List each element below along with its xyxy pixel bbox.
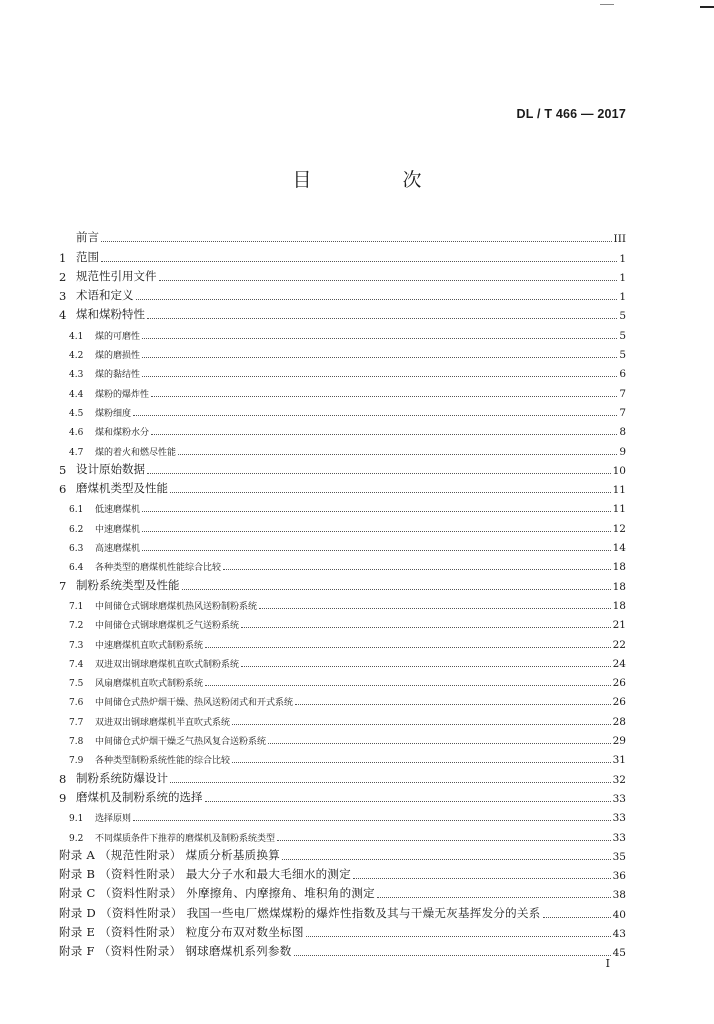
toc-entry-number: 9 (59, 790, 67, 805)
toc-entry-page: 12 (612, 522, 626, 535)
toc-dot-leader (142, 338, 617, 339)
toc-entry-label: 煤和煤粉特性 (76, 307, 145, 322)
toc-entry[interactable] (59, 419, 626, 438)
toc-dot-leader (142, 357, 617, 358)
standard-code: DL / T 466 — 2017 (516, 107, 626, 121)
toc-entry-number: 6.2 (69, 524, 84, 535)
toc-entry-label: 附录 C （资料性附录） 外摩擦角、内摩擦角、堆积角的测定 (59, 886, 375, 901)
toc-entry-page: 35 (612, 850, 626, 863)
toc-entry-number: 7.5 (69, 679, 84, 690)
toc-entry-page: 11 (612, 484, 626, 497)
toc-dot-leader (101, 241, 612, 242)
toc-entry-page: 26 (612, 696, 626, 709)
toc-entry-page: 1 (619, 252, 626, 265)
toc-entry[interactable] (59, 882, 626, 901)
page-title: 目 次 (292, 169, 458, 191)
toc-entry-number: 9.1 (69, 814, 84, 825)
toc-entry-label: 中间储仓式热炉烟干燥、热风送粉闭式和开式系统 (95, 698, 294, 709)
toc-entry-label: 煤的可磨性 (95, 331, 141, 342)
toc-entry[interactable] (59, 651, 626, 670)
toc-entry-label: 煤和煤粉水分 (95, 428, 150, 439)
toc-entry-page: 33 (612, 812, 626, 825)
toc-entry[interactable] (59, 226, 626, 245)
toc-entry-number: 3 (59, 289, 67, 304)
toc-entry-page: 22 (612, 638, 626, 651)
toc-entry-number: 1 (59, 250, 67, 265)
toc-dot-leader (205, 647, 611, 648)
toc-entry-label: 不同煤质条件下推荐的磨煤机及制粉系统类型 (95, 833, 276, 844)
toc-entry-label: 双进双出钢球磨煤机半直吹式系统 (95, 717, 231, 728)
page-number: I (605, 957, 610, 970)
toc-entry[interactable] (59, 612, 626, 631)
toc-entry[interactable] (59, 380, 626, 399)
toc-entry-page: III (613, 233, 626, 246)
toc-entry-label: 中间储仓式钢球磨煤机乏气送粉系统 (95, 621, 240, 632)
toc-entry-label: 磨煤机类型及性能 (76, 481, 168, 496)
toc-entry-page: 43 (612, 927, 626, 940)
toc-dot-leader (170, 492, 611, 493)
toc-dot-leader (142, 550, 611, 551)
toc-dot-leader (295, 704, 611, 705)
toc-dot-leader (241, 627, 611, 628)
toc-dot-leader (159, 280, 618, 281)
toc-entry-number: 4.4 (69, 389, 84, 400)
toc-entry-page: 45 (612, 947, 626, 960)
toc-entry-label: 中间储仓式炉烟干燥乏气热风复合送粉系统 (95, 737, 267, 748)
toc-entry-label: 低速磨煤机 (95, 505, 141, 516)
toc-entry-page: 31 (612, 754, 626, 767)
toc-entry[interactable] (59, 728, 626, 747)
toc-entry-page: 1 (619, 291, 626, 304)
toc-entry[interactable] (59, 496, 626, 515)
toc-entry-label: 附录 B （资料性附录） 最大分子水和最大毛细水的测定 (59, 867, 352, 882)
toc-dot-leader (147, 473, 611, 474)
toc-entry[interactable] (59, 708, 626, 727)
toc-entry[interactable] (59, 921, 626, 940)
toc-entry[interactable] (59, 766, 626, 785)
toc-entry-number: 4.1 (69, 331, 84, 342)
toc-entry[interactable] (59, 670, 626, 689)
toc-entry-page: 5 (619, 329, 626, 342)
toc-entry-label: 风扇磨煤机直吹式制粉系统 (95, 679, 204, 690)
toc-dot-leader (182, 589, 611, 590)
toc-entry-label: 煤的黏结性 (95, 370, 141, 381)
toc-dot-leader (151, 396, 617, 397)
toc-entry-number: 5 (59, 462, 67, 477)
toc-entry-number: 4.2 (69, 351, 84, 362)
toc-entry-label: 选择原则 (95, 814, 132, 825)
toc-entry[interactable] (59, 593, 626, 612)
toc-entry-page: 14 (612, 542, 626, 555)
toc-entry-number: 7.7 (69, 717, 84, 728)
toc-entry-number: 6.3 (69, 544, 84, 555)
toc-entry-number: 7.2 (69, 621, 84, 632)
toc-dot-leader (142, 531, 611, 532)
toc-dot-leader (205, 801, 611, 802)
toc-entry-page: 18 (612, 599, 626, 612)
toc-entry[interactable] (59, 535, 626, 554)
table-of-contents (59, 226, 626, 959)
toc-entry-page: 9 (619, 445, 626, 458)
toc-entry-page: 8 (619, 426, 626, 439)
toc-dot-leader (142, 376, 617, 377)
toc-entry-page: 11 (612, 503, 626, 516)
toc-entry-page: 7 (619, 406, 626, 419)
toc-entry-number: 4 (59, 308, 67, 323)
toc-entry[interactable] (59, 747, 626, 766)
toc-dot-leader (543, 917, 611, 918)
toc-dot-leader (133, 820, 611, 821)
toc-entry-label: 附录 A （规范性附录） 煤质分析基质换算 (59, 847, 281, 862)
scan-mark (700, 6, 714, 8)
toc-entry[interactable] (59, 361, 626, 380)
toc-entry[interactable] (59, 438, 626, 457)
toc-dot-leader (232, 724, 611, 725)
toc-entry-number: 6 (59, 482, 67, 497)
toc-entry-label: 附录 D （资料性附录） 我国一些电厂燃煤煤粉的爆炸性指数及其与干燥无灰基挥发分的关系 (59, 905, 541, 920)
toc-entry[interactable] (59, 863, 626, 882)
toc-entry-label: 术语和定义 (76, 288, 134, 303)
toc-entry-label: 制粉系统类型及性能 (76, 577, 180, 592)
toc-entry-number: 9.2 (69, 833, 84, 844)
toc-dot-leader (241, 666, 611, 667)
toc-entry-label: 范围 (76, 249, 99, 264)
toc-entry-label: 前言 (76, 230, 99, 245)
toc-entry-label: 煤的着火和燃尽性能 (95, 447, 177, 458)
toc-entry-label: 附录 F （资料性附录） 钢球磨煤机系列参数 (59, 944, 292, 959)
toc-entry-page: 40 (612, 908, 626, 921)
toc-entry-label: 附录 E （资料性附录） 粒度分布双对数坐标图 (59, 924, 304, 939)
toc-entry-number: 7.1 (69, 601, 84, 612)
toc-entry[interactable] (59, 322, 626, 341)
toc-entry-label: 各种类型的磨煤机性能综合比较 (95, 563, 222, 574)
toc-entry-label: 煤的磨损性 (95, 351, 141, 362)
toc-dot-leader (306, 936, 611, 937)
toc-entry[interactable] (59, 245, 626, 264)
toc-entry-number: 4.6 (69, 428, 84, 439)
toc-entry-page: 21 (612, 619, 626, 632)
toc-dot-leader (170, 782, 611, 783)
toc-entry-number: 8 (59, 771, 67, 786)
toc-entry-label: 煤粉细度 (95, 408, 132, 419)
toc-entry-label: 双进双出钢球磨煤机直吹式制粉系统 (95, 659, 240, 670)
toc-entry-page: 7 (619, 387, 626, 400)
toc-dot-leader (277, 840, 611, 841)
toc-entry[interactable] (59, 400, 626, 419)
toc-entry-page: 26 (612, 677, 626, 690)
toc-entry-page: 28 (612, 715, 626, 728)
toc-entry[interactable] (59, 342, 626, 361)
toc-dot-leader (282, 859, 611, 860)
toc-entry-number: 7.4 (69, 659, 84, 670)
toc-entry-page: 18 (612, 561, 626, 574)
toc-entry-page: 10 (612, 464, 626, 477)
toc-entry-page: 38 (612, 889, 626, 902)
toc-entry[interactable] (59, 901, 626, 920)
toc-entry-page: 33 (612, 792, 626, 805)
toc-entry[interactable] (59, 573, 626, 592)
toc-dot-leader (377, 897, 611, 898)
toc-dot-leader (232, 762, 611, 763)
toc-entry[interactable] (59, 265, 626, 284)
toc-entry-page: 32 (612, 773, 626, 786)
toc-entry-number: 7 (59, 578, 67, 593)
toc-entry-label: 规范性引用文件 (76, 268, 157, 283)
toc-entry-number: 6.4 (69, 563, 84, 574)
toc-entry[interactable] (59, 477, 626, 496)
toc-dot-leader (205, 685, 611, 686)
toc-entry-number: 4.7 (69, 447, 84, 458)
toc-entry-page: 6 (619, 368, 626, 381)
toc-entry-number: 7.9 (69, 756, 84, 767)
toc-entry-number: 6.1 (69, 505, 84, 516)
toc-entry-number: 7.3 (69, 640, 84, 651)
toc-entry[interactable] (59, 824, 626, 843)
toc-entry-label: 中速磨煤机直吹式制粉系统 (95, 640, 204, 651)
toc-entry-label: 煤粉的爆炸性 (95, 389, 150, 400)
toc-entry-number: 4.5 (69, 408, 84, 419)
toc-entry-page: 5 (619, 310, 626, 323)
toc-entry-number: 4.3 (69, 370, 84, 381)
toc-entry[interactable] (59, 844, 626, 863)
toc-entry[interactable] (59, 554, 626, 573)
toc-entry[interactable] (59, 805, 626, 824)
toc-entry[interactable] (59, 458, 626, 477)
toc-entry-page: 29 (612, 735, 626, 748)
toc-dot-leader (268, 743, 611, 744)
toc-dot-leader (142, 511, 611, 512)
toc-entry-label: 高速磨煤机 (95, 544, 141, 555)
toc-dot-leader (353, 878, 611, 879)
toc-entry[interactable] (59, 689, 626, 708)
toc-entry-number: 7.6 (69, 698, 84, 709)
toc-entry-page: 24 (612, 657, 626, 670)
toc-dot-leader (133, 415, 617, 416)
toc-entry-page: 36 (612, 870, 626, 883)
toc-entry[interactable] (59, 303, 626, 322)
toc-entry[interactable] (59, 631, 626, 650)
toc-dot-leader (178, 454, 617, 455)
toc-entry-number: 2 (59, 269, 67, 284)
scan-mark (600, 4, 614, 5)
toc-entry-page: 18 (612, 580, 626, 593)
toc-entry-label: 中速磨煤机 (95, 524, 141, 535)
toc-entry[interactable] (59, 515, 626, 534)
toc-dot-leader (151, 434, 617, 435)
toc-entry[interactable] (59, 940, 626, 959)
toc-entry-label: 各种类型制粉系统性能的综合比较 (95, 756, 231, 767)
toc-entry-label: 制粉系统防爆设计 (76, 770, 168, 785)
toc-entry[interactable] (59, 786, 626, 805)
toc-dot-leader (294, 955, 611, 956)
toc-entry-number: 7.8 (69, 737, 84, 748)
toc-dot-leader (259, 608, 611, 609)
toc-dot-leader (101, 261, 617, 262)
toc-dot-leader (223, 569, 611, 570)
toc-entry-label: 磨煤机及制粉系统的选择 (76, 789, 203, 804)
toc-entry-label: 设计原始数据 (76, 461, 145, 476)
toc-dot-leader (136, 299, 618, 300)
toc-dot-leader (147, 318, 617, 319)
toc-entry[interactable] (59, 284, 626, 303)
toc-entry-page: 5 (619, 349, 626, 362)
toc-entry-page: 33 (612, 831, 626, 844)
toc-entry-label: 中间储仓式钢球磨煤机热风送粉制粉系统 (95, 601, 258, 612)
toc-entry-page: 1 (619, 271, 626, 284)
